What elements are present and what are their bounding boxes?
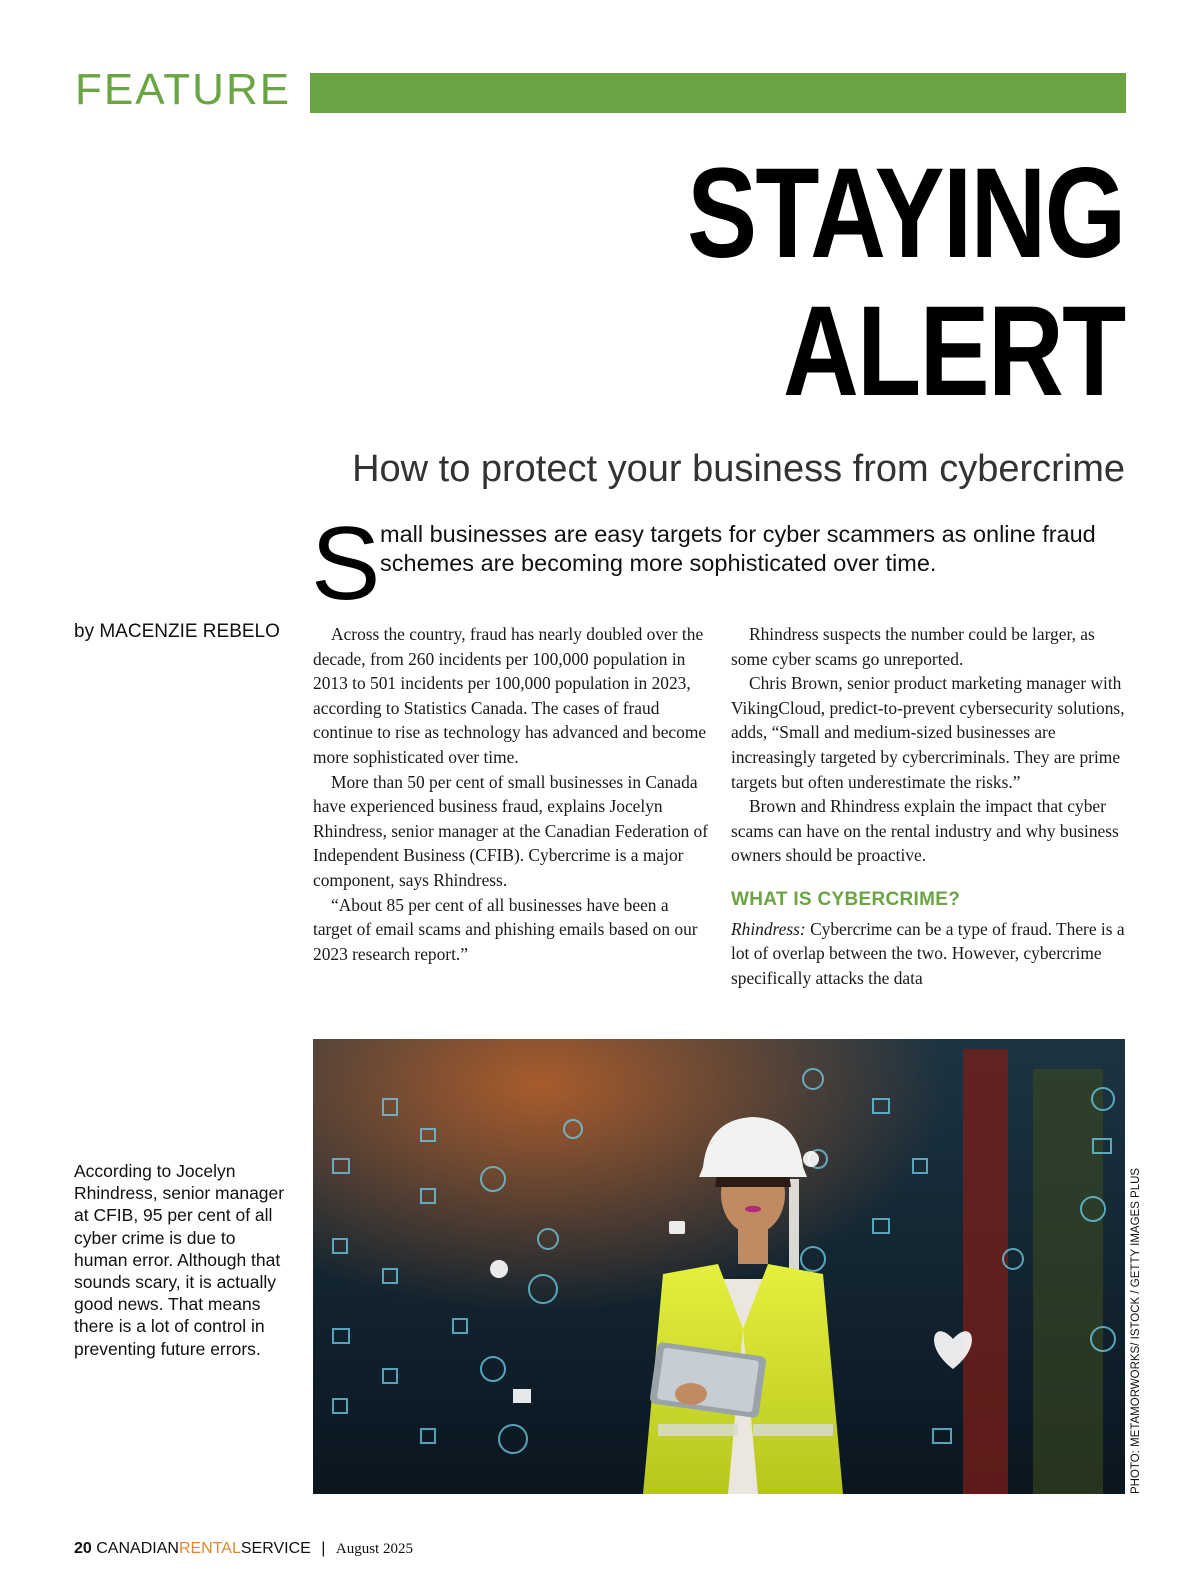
- qa-speaker: Rhindress:: [731, 918, 806, 939]
- issue-date: August 2025: [335, 1541, 413, 1557]
- body-column-1: [313, 622, 709, 966]
- page-footer: [74, 1538, 413, 1560]
- paragraph: Chris Brown, senior product marketing manager with VikingCloud, predict-to-prevent cybersecurity solutions, adds, “Small and medium-sized businesses are increasingly targeted by cybercriminals. They are prime targets but often underestimate the risks.”: [731, 673, 1125, 792]
- drop-cap: S: [311, 506, 381, 622]
- headline-line-2: ALERT: [783, 280, 1125, 423]
- brand-name: [96, 1540, 311, 1557]
- paragraph: Brown and Rhindress explain the impact that cyber scams can have on the rental industry and why business owners should be proactive.: [731, 796, 1119, 866]
- paragraph: Across the country, fraud has nearly doubled over the decade, from 260 incidents per 100,000 population in 2013 to 501 incidents per 100,000 population in 2023, according to Statistics Canada. The cases of fraud continue to rise as technology has advanced and become more sophisticated over time.: [313, 624, 707, 767]
- brand-part-rental: RENTAL: [178, 1540, 241, 1557]
- byline: by MACENZIE REBELO: [74, 621, 280, 642]
- section-bar: [310, 73, 1126, 113]
- deck-text: mall businesses are easy targets for cyber scammers as online fraud schemes are becoming more sophisticated over time.: [380, 521, 1096, 576]
- section-label: FEATURE: [75, 65, 292, 114]
- subheadline: How to protect your business from cybercrime: [352, 448, 1125, 490]
- paragraph: More than 50 per cent of small businesses in Canada have experienced business fraud, explains Jocelyn Rhindress, senior manager at the Canadian Federation of Independent Business (CFIB). Cybercrime is a major component, says Rhindress.: [313, 771, 709, 890]
- paragraph: Rhindress suspects the number could be larger, as some cyber scams go unreported.: [731, 624, 1095, 669]
- headline-line-1: STAYING: [687, 142, 1125, 285]
- photo-credit: PHOTO: METAMORWORKS/ ISTOCK / GETTY IMAGES PLUS: [1130, 1167, 1142, 1494]
- photo-caption: According to Jocelyn Rhindress, senior manager at CFIB, 95 per cent of all cyber crime is due to human error. Although that sounds scary, it is actually good news. That means there is a lot of control in preventing future errors.: [74, 1161, 285, 1359]
- body-column-2: [731, 622, 1127, 990]
- feature-photo: [313, 1039, 1125, 1494]
- footer-separator: |: [321, 1540, 326, 1557]
- qa-paragraph: [731, 917, 1127, 991]
- paragraph: “About 85 per cent of all businesses have been a target of email scams and phishing emails based on our 2023 research report.”: [313, 894, 698, 964]
- qa-text: Cybercrime can be a type of fraud. There is a lot of overlap between the two. However, cybercrime specifically attacks the data: [731, 918, 1125, 988]
- brand-part-service: SERVICE: [240, 1540, 311, 1557]
- photo-illustration: [313, 1039, 1125, 1494]
- section-subhead: WHAT IS CYBERCRIME?: [731, 888, 961, 910]
- brand-part-canadian: CANADIAN: [96, 1540, 179, 1557]
- page-number: 20: [74, 1540, 92, 1557]
